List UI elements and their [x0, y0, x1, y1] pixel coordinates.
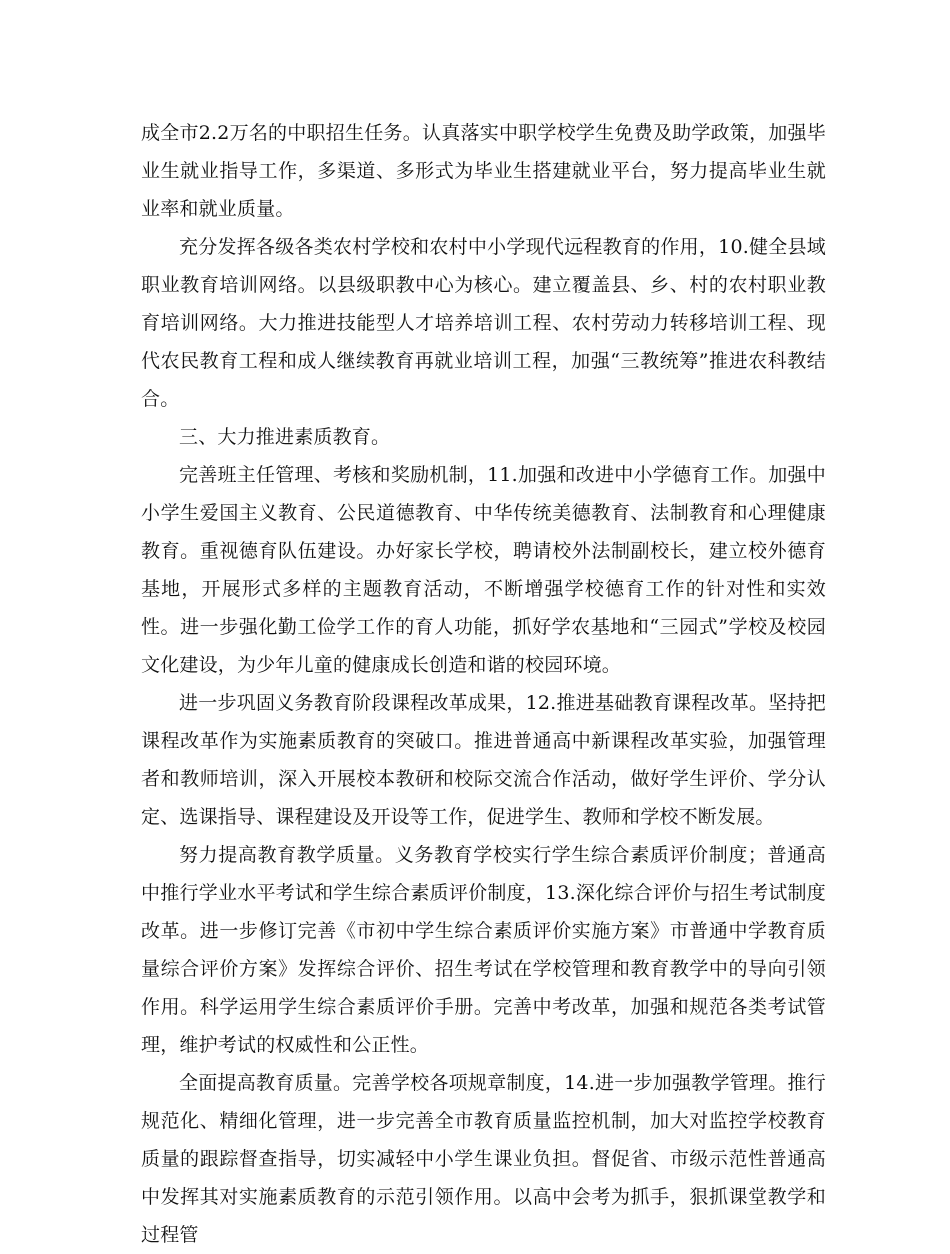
paragraph-moral-education: 完善班主任管理、考核和奖励机制，11.加强和改进中小学德育工作。加强中小学生爱国主义教育、公民道德教育、中华传统美德教育、法制教育和心理健康教育。重视德育队伍建设。办好家长学校，聘请校外法制副校长，建立校外德育基地，开展形式多样的主题教育活动，不断增强学校德育工作的针对性和实效性。进一步强化勤工俭学工作的育人功能，抓好学农基地和“三园式”学校及校园文化建设，为少年儿童的健康成长创造和谐的校园环境。	[141, 464, 826, 676]
paragraph-curriculum-reform: 进一步巩固义务教育阶段课程改革成果，12.推进基础教育课程改革。坚持把课程改革作为实施素质教育的突破口。推进普通高中新课程改革实验，加强管理者和教师培训，深入开展校本教研和校际交流合作活动，做好学生评价、学分认定、选课指导、课程建设及开设等工作，促进学生、教师和学校不断发展。	[141, 692, 826, 828]
paragraph-evaluation-reform: 努力提高教育教学质量。义务教育学校实行学生综合素质评价制度；普通高中推行学业水平考试和学生综合素质评价制度，13.深化综合评价与招生考试制度改革。进一步修订完善《市初中学生综合素质评价实施方案》市普通中学教育质量综合评价方案》发挥综合评价、招生考试在学校管理和教育教学中的导向引领作用。科学运用学生综合素质评价手册。完善中考改革，加强和规范各类考试管理，维护考试的权威性和公正性。	[141, 844, 826, 1056]
paragraph-teaching-management: 全面提高教育质量。完善学校各项规章制度，14.进一步加强教学管理。推行规范化、精细化管理，进一步完善全市教育质量监控机制，加大对监控学校教育质量的跟踪督查指导，切实减轻中小学生课业负担。督促省、市级示范性普通高中发挥其对实施素质教育的示范引领作用。以高中会考为抓手，狠抓课堂教学和过程管	[141, 1072, 826, 1246]
document-body	[141, 114, 826, 1254]
paragraph-enrollment-continuation: 成全市2.2万名的中职招生任务。认真落实中职学校学生免费及助学政策，加强毕业生就业指导工作，多渠道、多形式为毕业生搭建就业平台，努力提高毕业生就业率和就业质量。	[141, 122, 826, 220]
paragraph-vocational-training-network: 充分发挥各级各类农村学校和农村中小学现代远程教育的作用，10.健全县域职业教育培训网络。以县级职教中心为核心。建立覆盖县、乡、村的农村职业教育培训网络。大力推进技能型人才培养培训工程、农村劳动力转移培训工程、现代农民教育工程和成人继续教育再就业培训工程，加强“三教统筹”推进农科教结合。	[141, 236, 826, 410]
section-heading-quality-education: 三、大力推进素质教育。	[179, 426, 391, 448]
